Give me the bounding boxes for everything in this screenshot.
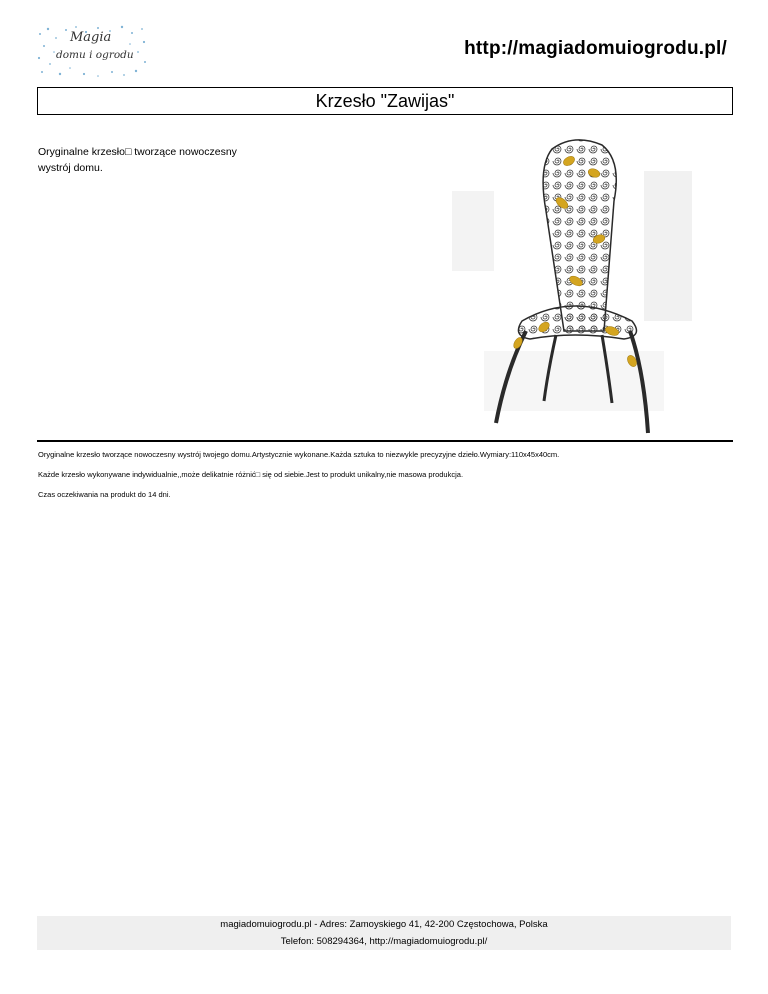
long-description (38, 450, 728, 510)
footer-contact: Telefon: 508294364, http://magiadomuiogrodu.pl/ (280, 936, 488, 947)
section-divider (37, 440, 733, 442)
spiral-chair-icon (444, 131, 696, 437)
description-paragraph: Oryginalne krzesło tworzące nowoczesny wystrój twojego domu.Artystycznie wykonane.Każda sztuka to niezwykle precyzyjne dzieło.Wymiary:110x45x40cm. (38, 450, 560, 459)
page-footer (37, 916, 731, 950)
product-title-box (37, 87, 733, 115)
product-title: Krzesło "Zawijas" (315, 91, 455, 111)
logo-text-line2: domu i ogrodu (56, 49, 134, 61)
short-description: Oryginalne krzesło□ tworzące nowoczesny wystrój domu. (38, 146, 237, 174)
description-paragraph: Czas oczekiwania na produkt do 14 dni. (38, 490, 171, 499)
product-photo (444, 131, 696, 437)
logo-text-line1: Magia (70, 30, 112, 45)
description-paragraph: Każde krzesło wykonywane indywidualnie,,może delikatnie różnić□ się od siebie.Jest to produkt unikalny,nie masowa produkcja. (38, 470, 464, 479)
site-logo[interactable] (36, 24, 148, 78)
footer-address: magiadomuiogrodu.pl - Adres: Zamoyskiego 41, 42-200 Częstochowa, Polska (220, 919, 548, 930)
site-url[interactable]: http://magiadomuiogrodu.pl/ (464, 38, 727, 59)
